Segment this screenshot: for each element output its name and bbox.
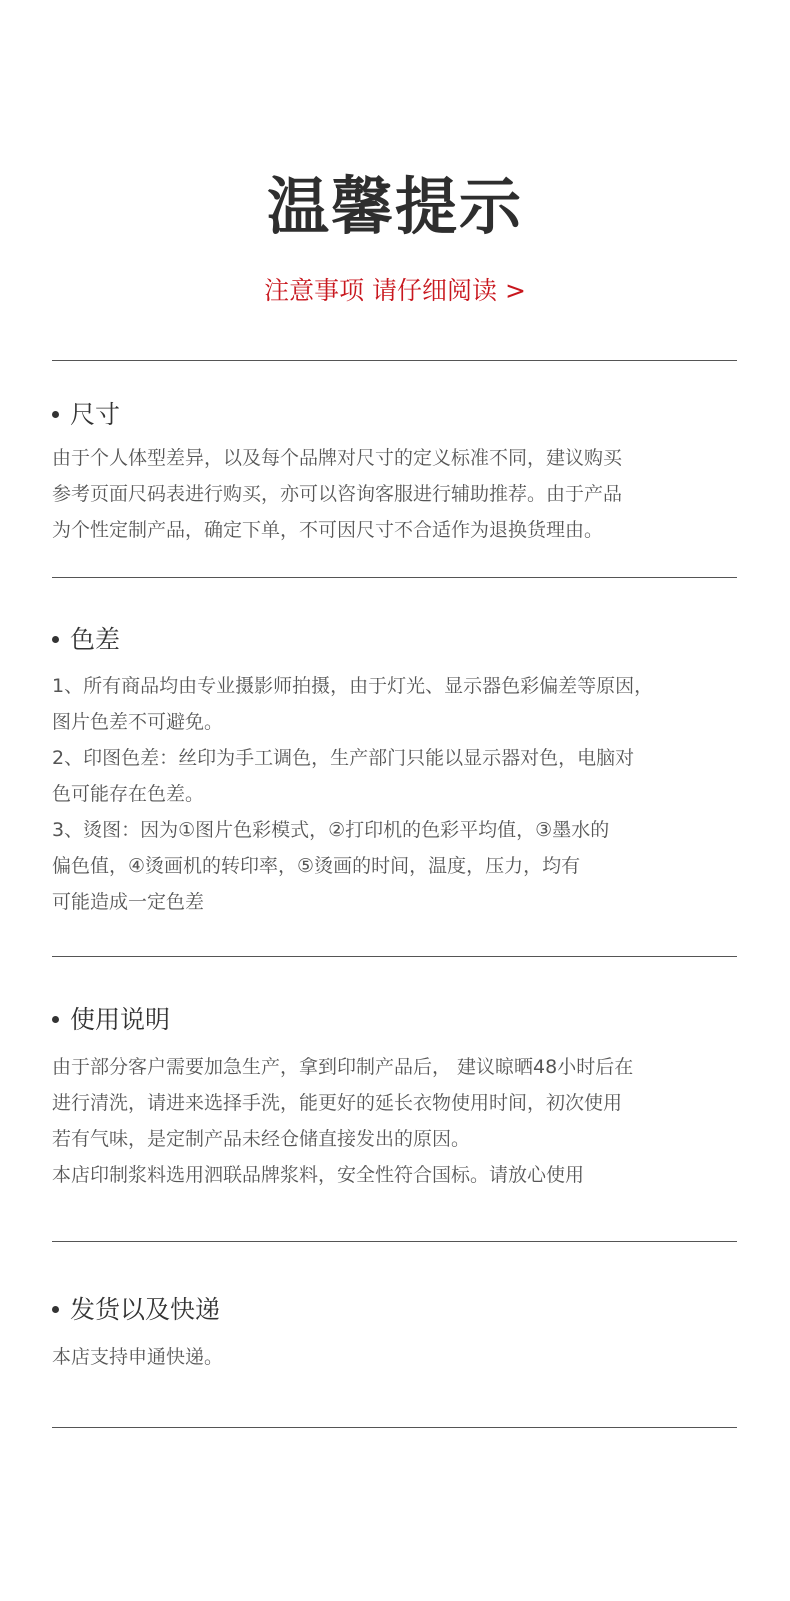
body-line: 3、烫图：因为①图片色彩模式，②打印机的色彩平均值，③墨水的 [52, 819, 610, 841]
body-line: 由于部分客户需要加急生产，拿到印制产品后， 建议晾晒48小时后在 [52, 1056, 634, 1078]
section-body-color [52, 668, 742, 920]
section-body-size [52, 440, 742, 548]
subtitle-notice[interactable]: 注意事项 请仔细阅读 > [264, 276, 526, 305]
body-line: 本店支持申通快递。 [52, 1346, 224, 1368]
section-heading-label: 尺寸 [70, 400, 121, 429]
body-line: 1、所有商品均由专业摄影师拍摄，由于灯光、显示器色彩偏差等原因， [52, 675, 654, 697]
body-line: 由于个人体型差异，以及每个品牌对尺寸的定义标准不同，建议购买 [52, 447, 623, 469]
body-line: 色可能存在色差。 [52, 783, 205, 805]
body-line: 本店印制浆料选用泗联品牌浆料，安全性符合国标。请放心使用 [52, 1164, 585, 1186]
body-line: 图片色差不可避免。 [52, 711, 224, 733]
section-body-shipping [52, 1339, 742, 1375]
bullet-icon [52, 411, 59, 418]
section-heading-label: 使用说明 [70, 1005, 171, 1034]
section-heading-label: 色差 [70, 625, 121, 654]
divider-3 [52, 1241, 737, 1242]
section-heading-shipping [52, 1294, 220, 1326]
divider-bottom [52, 1427, 737, 1428]
body-line: 为个性定制产品，确定下单，不可因尺寸不合适作为退换货理由。 [52, 519, 604, 541]
divider-2 [52, 956, 737, 957]
bullet-icon [52, 1306, 59, 1313]
body-line: 可能造成一定色差 [52, 891, 205, 913]
body-line: 2、印图色差：丝印为手工调色，生产部门只能以显示器对色，电脑对 [52, 747, 635, 769]
section-heading-usage [52, 1004, 170, 1036]
bullet-icon [52, 1016, 59, 1023]
body-line: 进行清洗，请进来选择手洗，能更好的延长衣物使用时间，初次使用 [52, 1092, 623, 1114]
page-title: 温馨提示 [266, 170, 523, 243]
divider-1 [52, 577, 737, 578]
section-body-usage [52, 1049, 742, 1193]
section-heading-label: 发货以及快递 [70, 1295, 221, 1324]
divider-top [52, 360, 737, 361]
body-line: 偏色值，④烫画机的转印率，⑤烫画的时间，温度，压力，均有 [52, 855, 581, 877]
section-heading-size [52, 399, 120, 431]
section-heading-color [52, 624, 120, 656]
body-line: 参考页面尺码表进行购买，亦可以咨询客服进行辅助推荐。由于产品 [52, 483, 623, 505]
bullet-icon [52, 636, 59, 643]
body-line: 若有气味，是定制产品未经仓储直接发出的原因。 [52, 1128, 471, 1150]
